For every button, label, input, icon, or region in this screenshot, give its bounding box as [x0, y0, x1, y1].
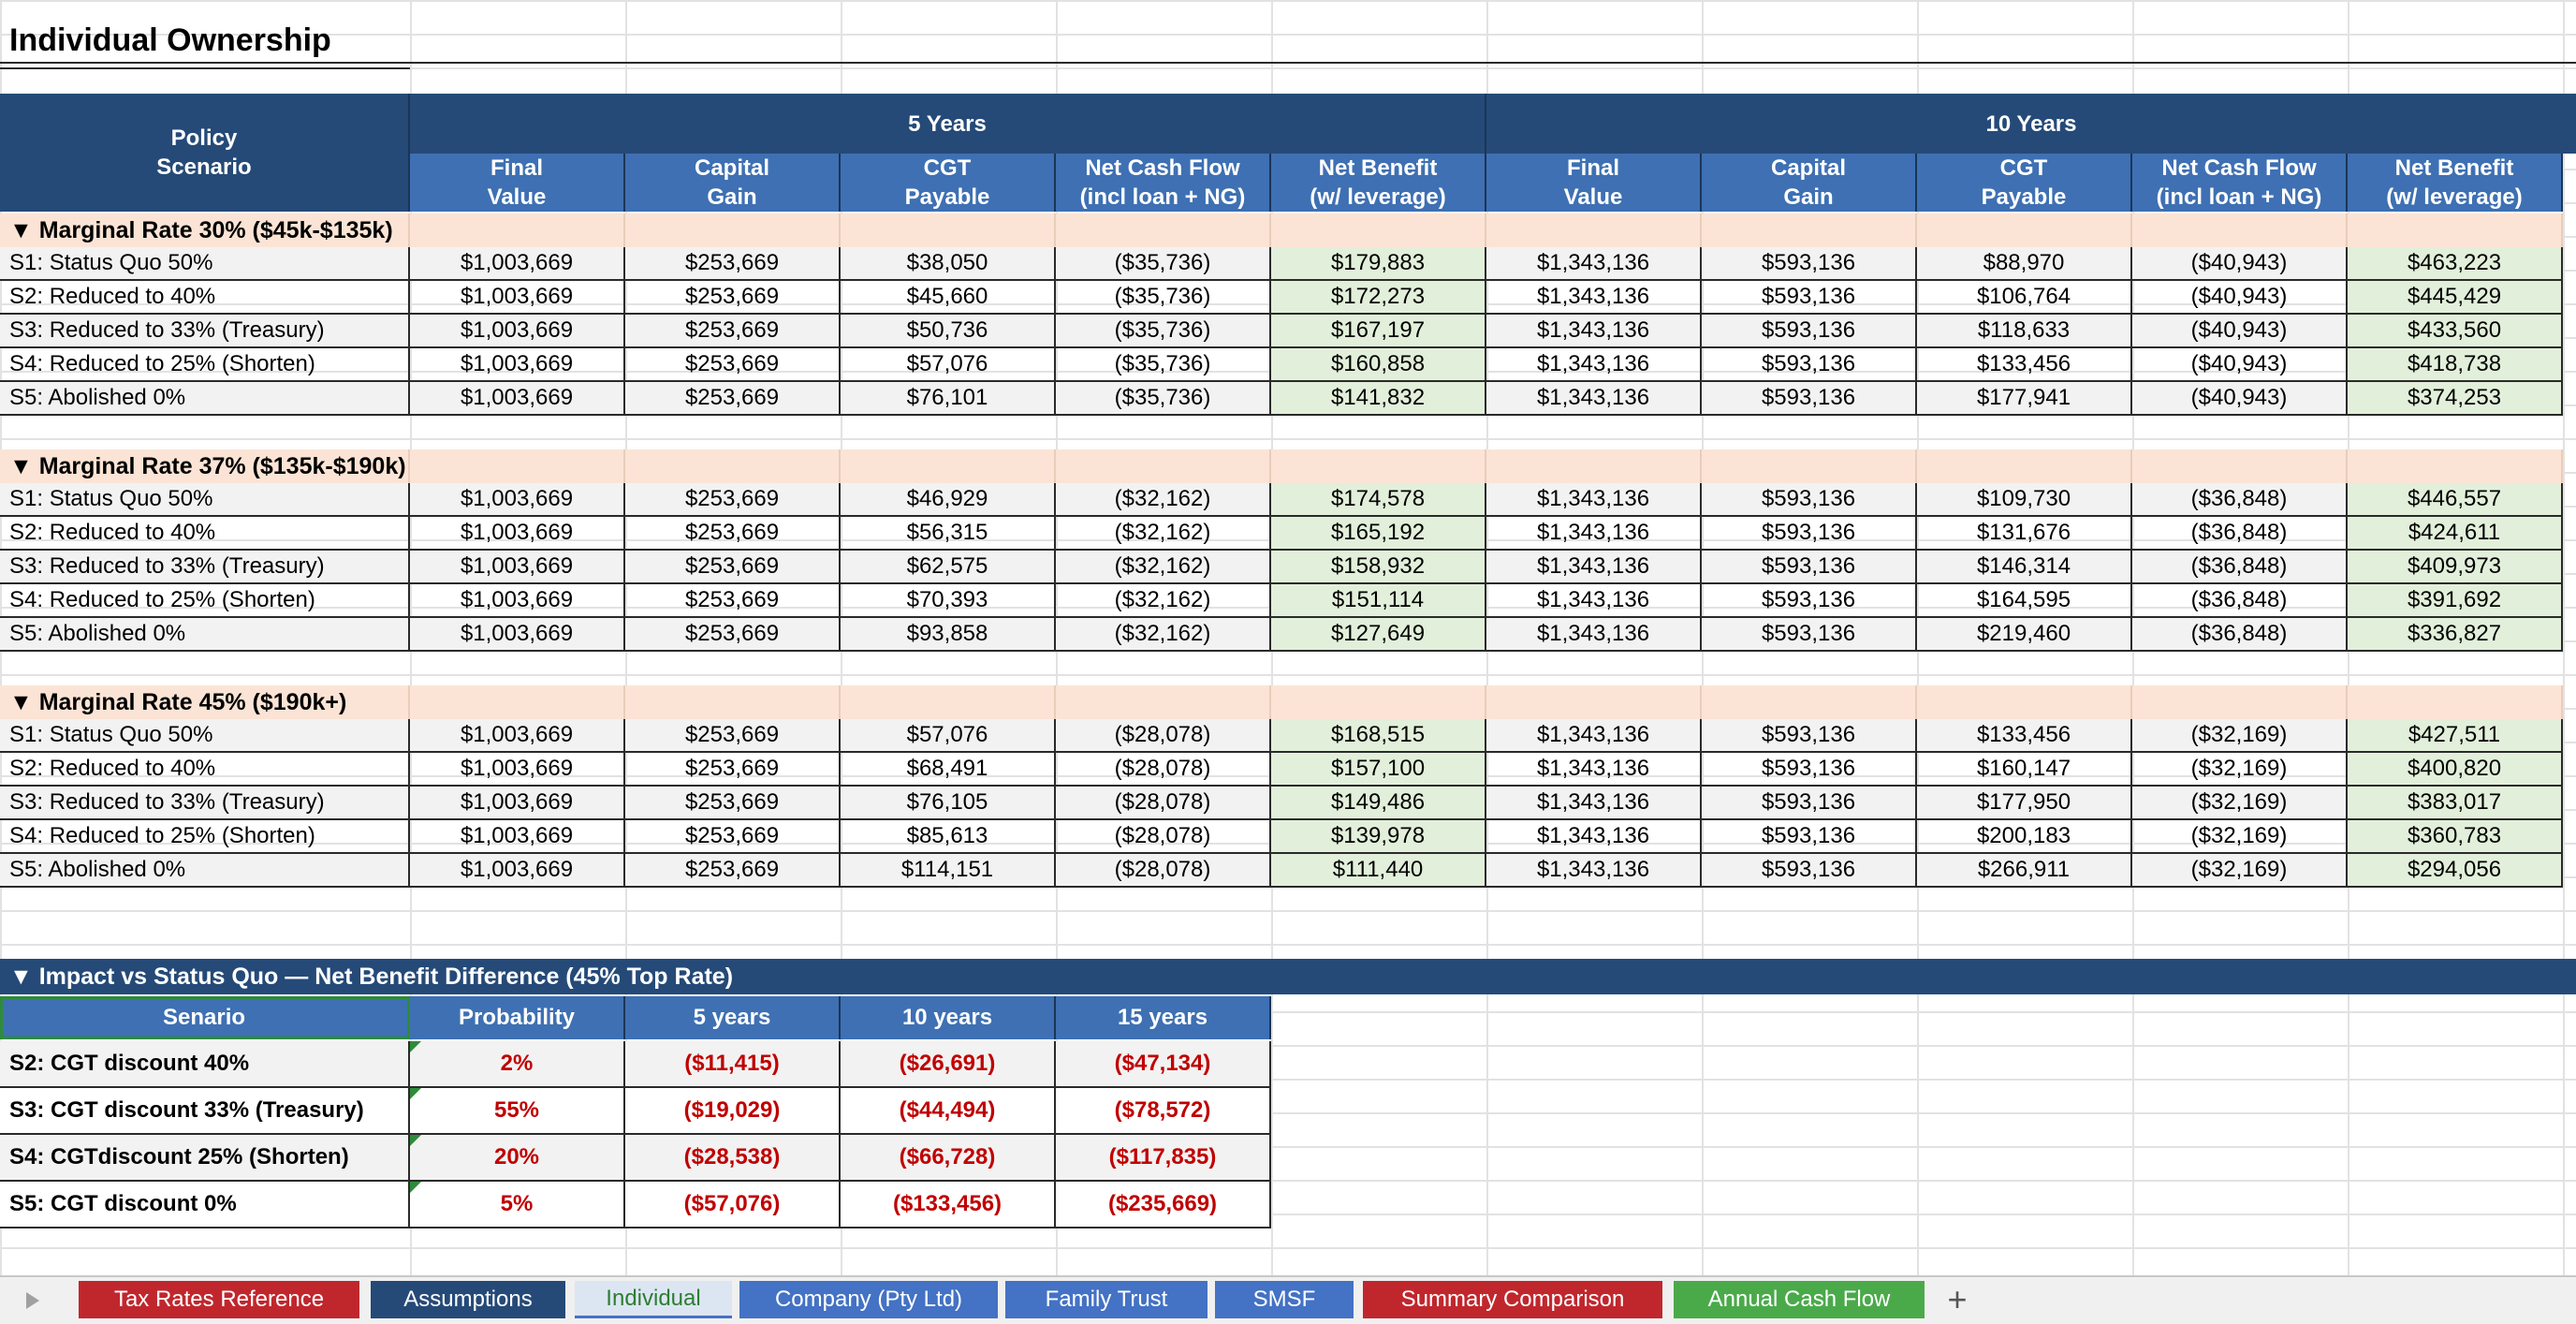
- data-cell: ($40,943): [2132, 348, 2348, 382]
- data-cell: ($32,162): [1056, 584, 1271, 618]
- scenario-label: S3: Reduced to 33% (Treasury): [0, 315, 410, 348]
- impact-scenario-label: S3: CGT discount 33% (Treasury): [0, 1088, 410, 1135]
- data-cell: $1,003,669: [410, 517, 625, 551]
- data-cell: $109,730: [1917, 483, 2132, 517]
- data-cell: ($32,162): [1056, 551, 1271, 584]
- column-header: Final Value: [410, 154, 625, 212]
- section-header[interactable]: ▼ Marginal Rate 37% ($135k-$190k): [0, 449, 410, 483]
- section-fill: [410, 213, 625, 247]
- impact-value-cell: ($19,029): [625, 1088, 841, 1135]
- scroll-tabs-arrow-icon[interactable]: [26, 1292, 39, 1309]
- comment-flag-icon: [410, 1135, 421, 1146]
- title-divider: [0, 62, 2576, 64]
- data-cell: $253,669: [625, 753, 841, 787]
- data-cell: $266,911: [1917, 854, 2132, 888]
- data-cell: $1,343,136: [1486, 787, 1702, 820]
- data-cell: $139,978: [1271, 820, 1486, 854]
- data-cell: $118,633: [1917, 315, 2132, 348]
- data-cell: $76,101: [841, 382, 1056, 416]
- impact-value-cell: ($66,728): [841, 1135, 1056, 1182]
- section-fill: [2348, 213, 2563, 247]
- data-cell: $57,076: [841, 719, 1056, 753]
- data-cell: $131,676: [1917, 517, 2132, 551]
- probability-cell: 2%: [410, 1041, 625, 1088]
- data-cell: ($35,736): [1056, 382, 1271, 416]
- data-cell: $1,003,669: [410, 854, 625, 888]
- data-cell: $168,515: [1271, 719, 1486, 753]
- data-cell: ($28,078): [1056, 719, 1271, 753]
- impact-value-cell: ($133,456): [841, 1182, 1056, 1228]
- data-cell: $400,820: [2348, 753, 2563, 787]
- probability-cell: 5%: [410, 1182, 625, 1228]
- gridline: [0, 674, 2576, 676]
- section-header[interactable]: ▼ Marginal Rate 30% ($45k-$135k): [0, 213, 410, 247]
- column-header: Net Cash Flow (incl loan + NG): [2132, 154, 2348, 212]
- data-cell: $157,100: [1271, 753, 1486, 787]
- data-cell: $1,003,669: [410, 753, 625, 787]
- add-sheet-button[interactable]: +: [1947, 1280, 1968, 1318]
- data-cell: $133,456: [1917, 719, 2132, 753]
- data-cell: $336,827: [2348, 618, 2563, 652]
- data-cell: $219,460: [1917, 618, 2132, 652]
- section-fill: [410, 449, 625, 483]
- data-cell: $593,136: [1702, 382, 1917, 416]
- scenario-label: S2: Reduced to 40%: [0, 517, 410, 551]
- comment-flag-icon: [410, 1041, 421, 1052]
- data-cell: $253,669: [625, 551, 841, 584]
- data-cell: $253,669: [625, 820, 841, 854]
- scenario-label: S2: Reduced to 40%: [0, 753, 410, 787]
- comment-flag-icon: [410, 1182, 421, 1193]
- scenario-label: S1: Status Quo 50%: [0, 483, 410, 517]
- section-fill: [1056, 685, 1271, 719]
- sheet-tab[interactable]: SMSF: [1215, 1281, 1354, 1318]
- gridline: [2563, 0, 2565, 1275]
- data-cell: $1,003,669: [410, 551, 625, 584]
- data-cell: ($32,169): [2132, 787, 2348, 820]
- data-cell: $76,105: [841, 787, 1056, 820]
- data-cell: ($32,162): [1056, 483, 1271, 517]
- section-fill: [1271, 449, 1486, 483]
- impact-column-header: Senario: [0, 996, 410, 1039]
- data-cell: ($36,848): [2132, 551, 2348, 584]
- column-header: Capital Gain: [1702, 154, 1917, 212]
- sheet-tab[interactable]: Assumptions: [371, 1281, 565, 1318]
- data-cell: $253,669: [625, 348, 841, 382]
- sheet-tab[interactable]: Tax Rates Reference: [79, 1281, 359, 1318]
- data-cell: $253,669: [625, 247, 841, 281]
- comment-flag-icon: [410, 1088, 421, 1099]
- column-header: Final Value: [1486, 154, 1702, 212]
- column-header: Capital Gain: [625, 154, 841, 212]
- data-cell: ($40,943): [2132, 382, 2348, 416]
- data-cell: $149,486: [1271, 787, 1486, 820]
- gridline: [0, 438, 2576, 440]
- column-header: Net Cash Flow (incl loan + NG): [1056, 154, 1271, 212]
- data-cell: ($28,078): [1056, 787, 1271, 820]
- data-cell: $88,970: [1917, 247, 2132, 281]
- section-fill: [2132, 685, 2348, 719]
- data-cell: ($28,078): [1056, 753, 1271, 787]
- data-cell: $374,253: [2348, 382, 2563, 416]
- data-cell: $68,491: [841, 753, 1056, 787]
- data-cell: $1,343,136: [1486, 315, 1702, 348]
- section-fill: [1056, 213, 1271, 247]
- scenario-label: S3: Reduced to 33% (Treasury): [0, 787, 410, 820]
- impact-column-header: 15 years: [1056, 996, 1271, 1039]
- data-cell: ($35,736): [1056, 281, 1271, 315]
- data-cell: $253,669: [625, 315, 841, 348]
- data-cell: $383,017: [2348, 787, 2563, 820]
- data-cell: $1,343,136: [1486, 584, 1702, 618]
- section-fill: [1917, 449, 2132, 483]
- policy-scenario-header: Policy Scenario: [0, 94, 410, 212]
- data-cell: $1,003,669: [410, 584, 625, 618]
- data-cell: ($32,162): [1056, 517, 1271, 551]
- data-cell: $253,669: [625, 719, 841, 753]
- data-cell: $1,343,136: [1486, 483, 1702, 517]
- data-cell: ($36,848): [2132, 483, 2348, 517]
- data-cell: $418,738: [2348, 348, 2563, 382]
- data-cell: $106,764: [1917, 281, 2132, 315]
- sheet-tab[interactable]: Annual Cash Flow: [1674, 1281, 1925, 1318]
- data-cell: $253,669: [625, 281, 841, 315]
- data-cell: ($32,169): [2132, 854, 2348, 888]
- data-cell: $1,003,669: [410, 247, 625, 281]
- section-fill: [1702, 685, 1917, 719]
- impact-scenario-label: S5: CGT discount 0%: [0, 1182, 410, 1228]
- gridline: [0, 944, 2576, 946]
- data-cell: $45,660: [841, 281, 1056, 315]
- data-cell: ($36,848): [2132, 584, 2348, 618]
- data-cell: ($35,736): [1056, 315, 1271, 348]
- data-cell: $1,343,136: [1486, 551, 1702, 584]
- impact-value-cell: ($57,076): [625, 1182, 841, 1228]
- data-cell: $160,858: [1271, 348, 1486, 382]
- data-cell: $409,973: [2348, 551, 2563, 584]
- data-cell: $593,136: [1702, 753, 1917, 787]
- section-fill: [2348, 685, 2563, 719]
- impact-section-header[interactable]: ▼ Impact vs Status Quo — Net Benefit Difference (45% Top Rate): [0, 959, 2576, 994]
- sheet-tab-bar: [0, 1275, 2576, 1324]
- data-cell: $1,003,669: [410, 315, 625, 348]
- data-cell: $133,456: [1917, 348, 2132, 382]
- section-fill: [1486, 449, 1702, 483]
- data-cell: $151,114: [1271, 584, 1486, 618]
- data-cell: $253,669: [625, 854, 841, 888]
- data-cell: ($40,943): [2132, 315, 2348, 348]
- probability-cell: 20%: [410, 1135, 625, 1182]
- group-header-5-years: 5 Years: [410, 94, 1486, 154]
- column-header: Net Benefit (w/ leverage): [2348, 154, 2563, 212]
- data-cell: $253,669: [625, 584, 841, 618]
- data-cell: $593,136: [1702, 618, 1917, 652]
- data-cell: $50,736: [841, 315, 1056, 348]
- data-cell: $127,649: [1271, 618, 1486, 652]
- data-cell: ($36,848): [2132, 517, 2348, 551]
- data-cell: $253,669: [625, 382, 841, 416]
- data-cell: $70,393: [841, 584, 1056, 618]
- data-cell: $177,950: [1917, 787, 2132, 820]
- data-cell: $360,783: [2348, 820, 2563, 854]
- data-cell: $114,151: [841, 854, 1056, 888]
- data-cell: $253,669: [625, 483, 841, 517]
- impact-value-cell: ($11,415): [625, 1041, 841, 1088]
- data-cell: $38,050: [841, 247, 1056, 281]
- section-fill: [1271, 685, 1486, 719]
- section-fill: [2132, 213, 2348, 247]
- data-cell: ($28,078): [1056, 854, 1271, 888]
- sheet-tab[interactable]: Summary Comparison: [1363, 1281, 1662, 1318]
- data-cell: $1,343,136: [1486, 281, 1702, 315]
- data-cell: $1,343,136: [1486, 719, 1702, 753]
- impact-value-cell: ($235,669): [1056, 1182, 1271, 1228]
- data-cell: $93,858: [841, 618, 1056, 652]
- data-cell: $593,136: [1702, 787, 1917, 820]
- data-cell: $424,611: [2348, 517, 2563, 551]
- data-cell: $433,560: [2348, 315, 2563, 348]
- section-fill: [410, 685, 625, 719]
- data-cell: $593,136: [1702, 247, 1917, 281]
- data-cell: $1,003,669: [410, 281, 625, 315]
- data-cell: ($32,169): [2132, 753, 2348, 787]
- data-cell: ($32,169): [2132, 820, 2348, 854]
- impact-value-cell: ($78,572): [1056, 1088, 1271, 1135]
- data-cell: $446,557: [2348, 483, 2563, 517]
- sheet-tab[interactable]: Company (Pty Ltd): [739, 1281, 998, 1318]
- probability-cell: 55%: [410, 1088, 625, 1135]
- gridline: [0, 0, 2576, 2]
- section-fill: [1486, 213, 1702, 247]
- data-cell: $200,183: [1917, 820, 2132, 854]
- section-fill: [1702, 213, 1917, 247]
- data-cell: $593,136: [1702, 551, 1917, 584]
- scenario-label: S5: Abolished 0%: [0, 854, 410, 888]
- data-cell: $1,343,136: [1486, 382, 1702, 416]
- impact-value-cell: ($28,538): [625, 1135, 841, 1182]
- column-header: Net Benefit (w/ leverage): [1271, 154, 1486, 212]
- data-cell: ($28,078): [1056, 820, 1271, 854]
- data-cell: $177,941: [1917, 382, 2132, 416]
- impact-value-cell: ($44,494): [841, 1088, 1056, 1135]
- data-cell: $167,197: [1271, 315, 1486, 348]
- section-fill: [625, 213, 841, 247]
- data-cell: $179,883: [1271, 247, 1486, 281]
- data-cell: $463,223: [2348, 247, 2563, 281]
- section-fill: [1271, 213, 1486, 247]
- section-fill: [2348, 449, 2563, 483]
- data-cell: $593,136: [1702, 719, 1917, 753]
- section-header[interactable]: ▼ Marginal Rate 45% ($190k+): [0, 685, 410, 719]
- impact-value-cell: ($47,134): [1056, 1041, 1271, 1088]
- data-cell: ($40,943): [2132, 281, 2348, 315]
- data-cell: ($32,169): [2132, 719, 2348, 753]
- gridline: [0, 910, 2576, 912]
- data-cell: ($36,848): [2132, 618, 2348, 652]
- data-cell: $57,076: [841, 348, 1056, 382]
- data-cell: ($35,736): [1056, 348, 1271, 382]
- scenario-label: S3: Reduced to 33% (Treasury): [0, 551, 410, 584]
- gridline: [0, 1247, 2576, 1249]
- data-cell: $294,056: [2348, 854, 2563, 888]
- data-cell: $164,595: [1917, 584, 2132, 618]
- data-cell: $1,343,136: [1486, 517, 1702, 551]
- data-cell: $174,578: [1271, 483, 1486, 517]
- data-cell: ($35,736): [1056, 247, 1271, 281]
- section-fill: [1486, 685, 1702, 719]
- data-cell: $85,613: [841, 820, 1056, 854]
- data-cell: $427,511: [2348, 719, 2563, 753]
- data-cell: $391,692: [2348, 584, 2563, 618]
- data-cell: $1,343,136: [1486, 820, 1702, 854]
- data-cell: $593,136: [1702, 517, 1917, 551]
- scenario-label: S1: Status Quo 50%: [0, 719, 410, 753]
- impact-scenario-label: S2: CGT discount 40%: [0, 1041, 410, 1088]
- data-cell: $253,669: [625, 787, 841, 820]
- group-header-10-years: 10 Years: [1486, 94, 2576, 154]
- data-cell: $111,440: [1271, 854, 1486, 888]
- impact-value-cell: ($26,691): [841, 1041, 1056, 1088]
- section-fill: [841, 213, 1056, 247]
- scenario-label: S4: Reduced to 25% (Shorten): [0, 820, 410, 854]
- data-cell: $1,343,136: [1486, 247, 1702, 281]
- data-cell: $593,136: [1702, 483, 1917, 517]
- column-header: CGT Payable: [841, 154, 1056, 212]
- data-cell: $62,575: [841, 551, 1056, 584]
- section-fill: [1917, 685, 2132, 719]
- data-cell: $1,003,669: [410, 483, 625, 517]
- data-cell: $158,932: [1271, 551, 1486, 584]
- section-fill: [841, 685, 1056, 719]
- data-cell: $445,429: [2348, 281, 2563, 315]
- scenario-label: S4: Reduced to 25% (Shorten): [0, 584, 410, 618]
- data-cell: $1,343,136: [1486, 618, 1702, 652]
- section-fill: [625, 449, 841, 483]
- data-cell: $1,003,669: [410, 719, 625, 753]
- data-cell: $1,343,136: [1486, 854, 1702, 888]
- data-cell: $141,832: [1271, 382, 1486, 416]
- data-cell: $593,136: [1702, 281, 1917, 315]
- data-cell: $593,136: [1702, 854, 1917, 888]
- data-cell: $1,343,136: [1486, 348, 1702, 382]
- column-header: CGT Payable: [1917, 154, 2132, 212]
- section-fill: [841, 449, 1056, 483]
- data-cell: $1,003,669: [410, 787, 625, 820]
- section-fill: [1702, 449, 1917, 483]
- data-cell: $160,147: [1917, 753, 2132, 787]
- data-cell: $1,003,669: [410, 348, 625, 382]
- data-cell: $56,315: [841, 517, 1056, 551]
- data-cell: $593,136: [1702, 820, 1917, 854]
- data-cell: $165,192: [1271, 517, 1486, 551]
- sheet-tab[interactable]: Family Trust: [1005, 1281, 1208, 1318]
- section-fill: [1056, 449, 1271, 483]
- scenario-label: S2: Reduced to 40%: [0, 281, 410, 315]
- data-cell: $1,003,669: [410, 618, 625, 652]
- scenario-label: S1: Status Quo 50%: [0, 247, 410, 281]
- data-cell: $1,003,669: [410, 820, 625, 854]
- sheet-tab[interactable]: Individual: [575, 1281, 732, 1318]
- impact-column-header: 5 years: [625, 996, 841, 1039]
- section-fill: [2132, 449, 2348, 483]
- impact-scenario-label: S4: CGTdiscount 25% (Shorten): [0, 1135, 410, 1182]
- data-cell: $172,273: [1271, 281, 1486, 315]
- data-cell: $593,136: [1702, 348, 1917, 382]
- scenario-label: S5: Abolished 0%: [0, 382, 410, 416]
- data-cell: $593,136: [1702, 584, 1917, 618]
- data-cell: $146,314: [1917, 551, 2132, 584]
- impact-value-cell: ($117,835): [1056, 1135, 1271, 1182]
- scenario-label: S4: Reduced to 25% (Shorten): [0, 348, 410, 382]
- section-fill: [625, 685, 841, 719]
- data-cell: $1,343,136: [1486, 753, 1702, 787]
- scenario-label: S5: Abolished 0%: [0, 618, 410, 652]
- data-cell: $253,669: [625, 618, 841, 652]
- impact-column-header: Probability: [410, 996, 625, 1039]
- page-title: Individual Ownership: [0, 13, 410, 69]
- section-fill: [1917, 213, 2132, 247]
- data-cell: $46,929: [841, 483, 1056, 517]
- data-cell: $1,003,669: [410, 382, 625, 416]
- impact-column-header: 10 years: [841, 996, 1056, 1039]
- data-cell: ($40,943): [2132, 247, 2348, 281]
- data-cell: $593,136: [1702, 315, 1917, 348]
- data-cell: $253,669: [625, 517, 841, 551]
- data-cell: ($32,162): [1056, 618, 1271, 652]
